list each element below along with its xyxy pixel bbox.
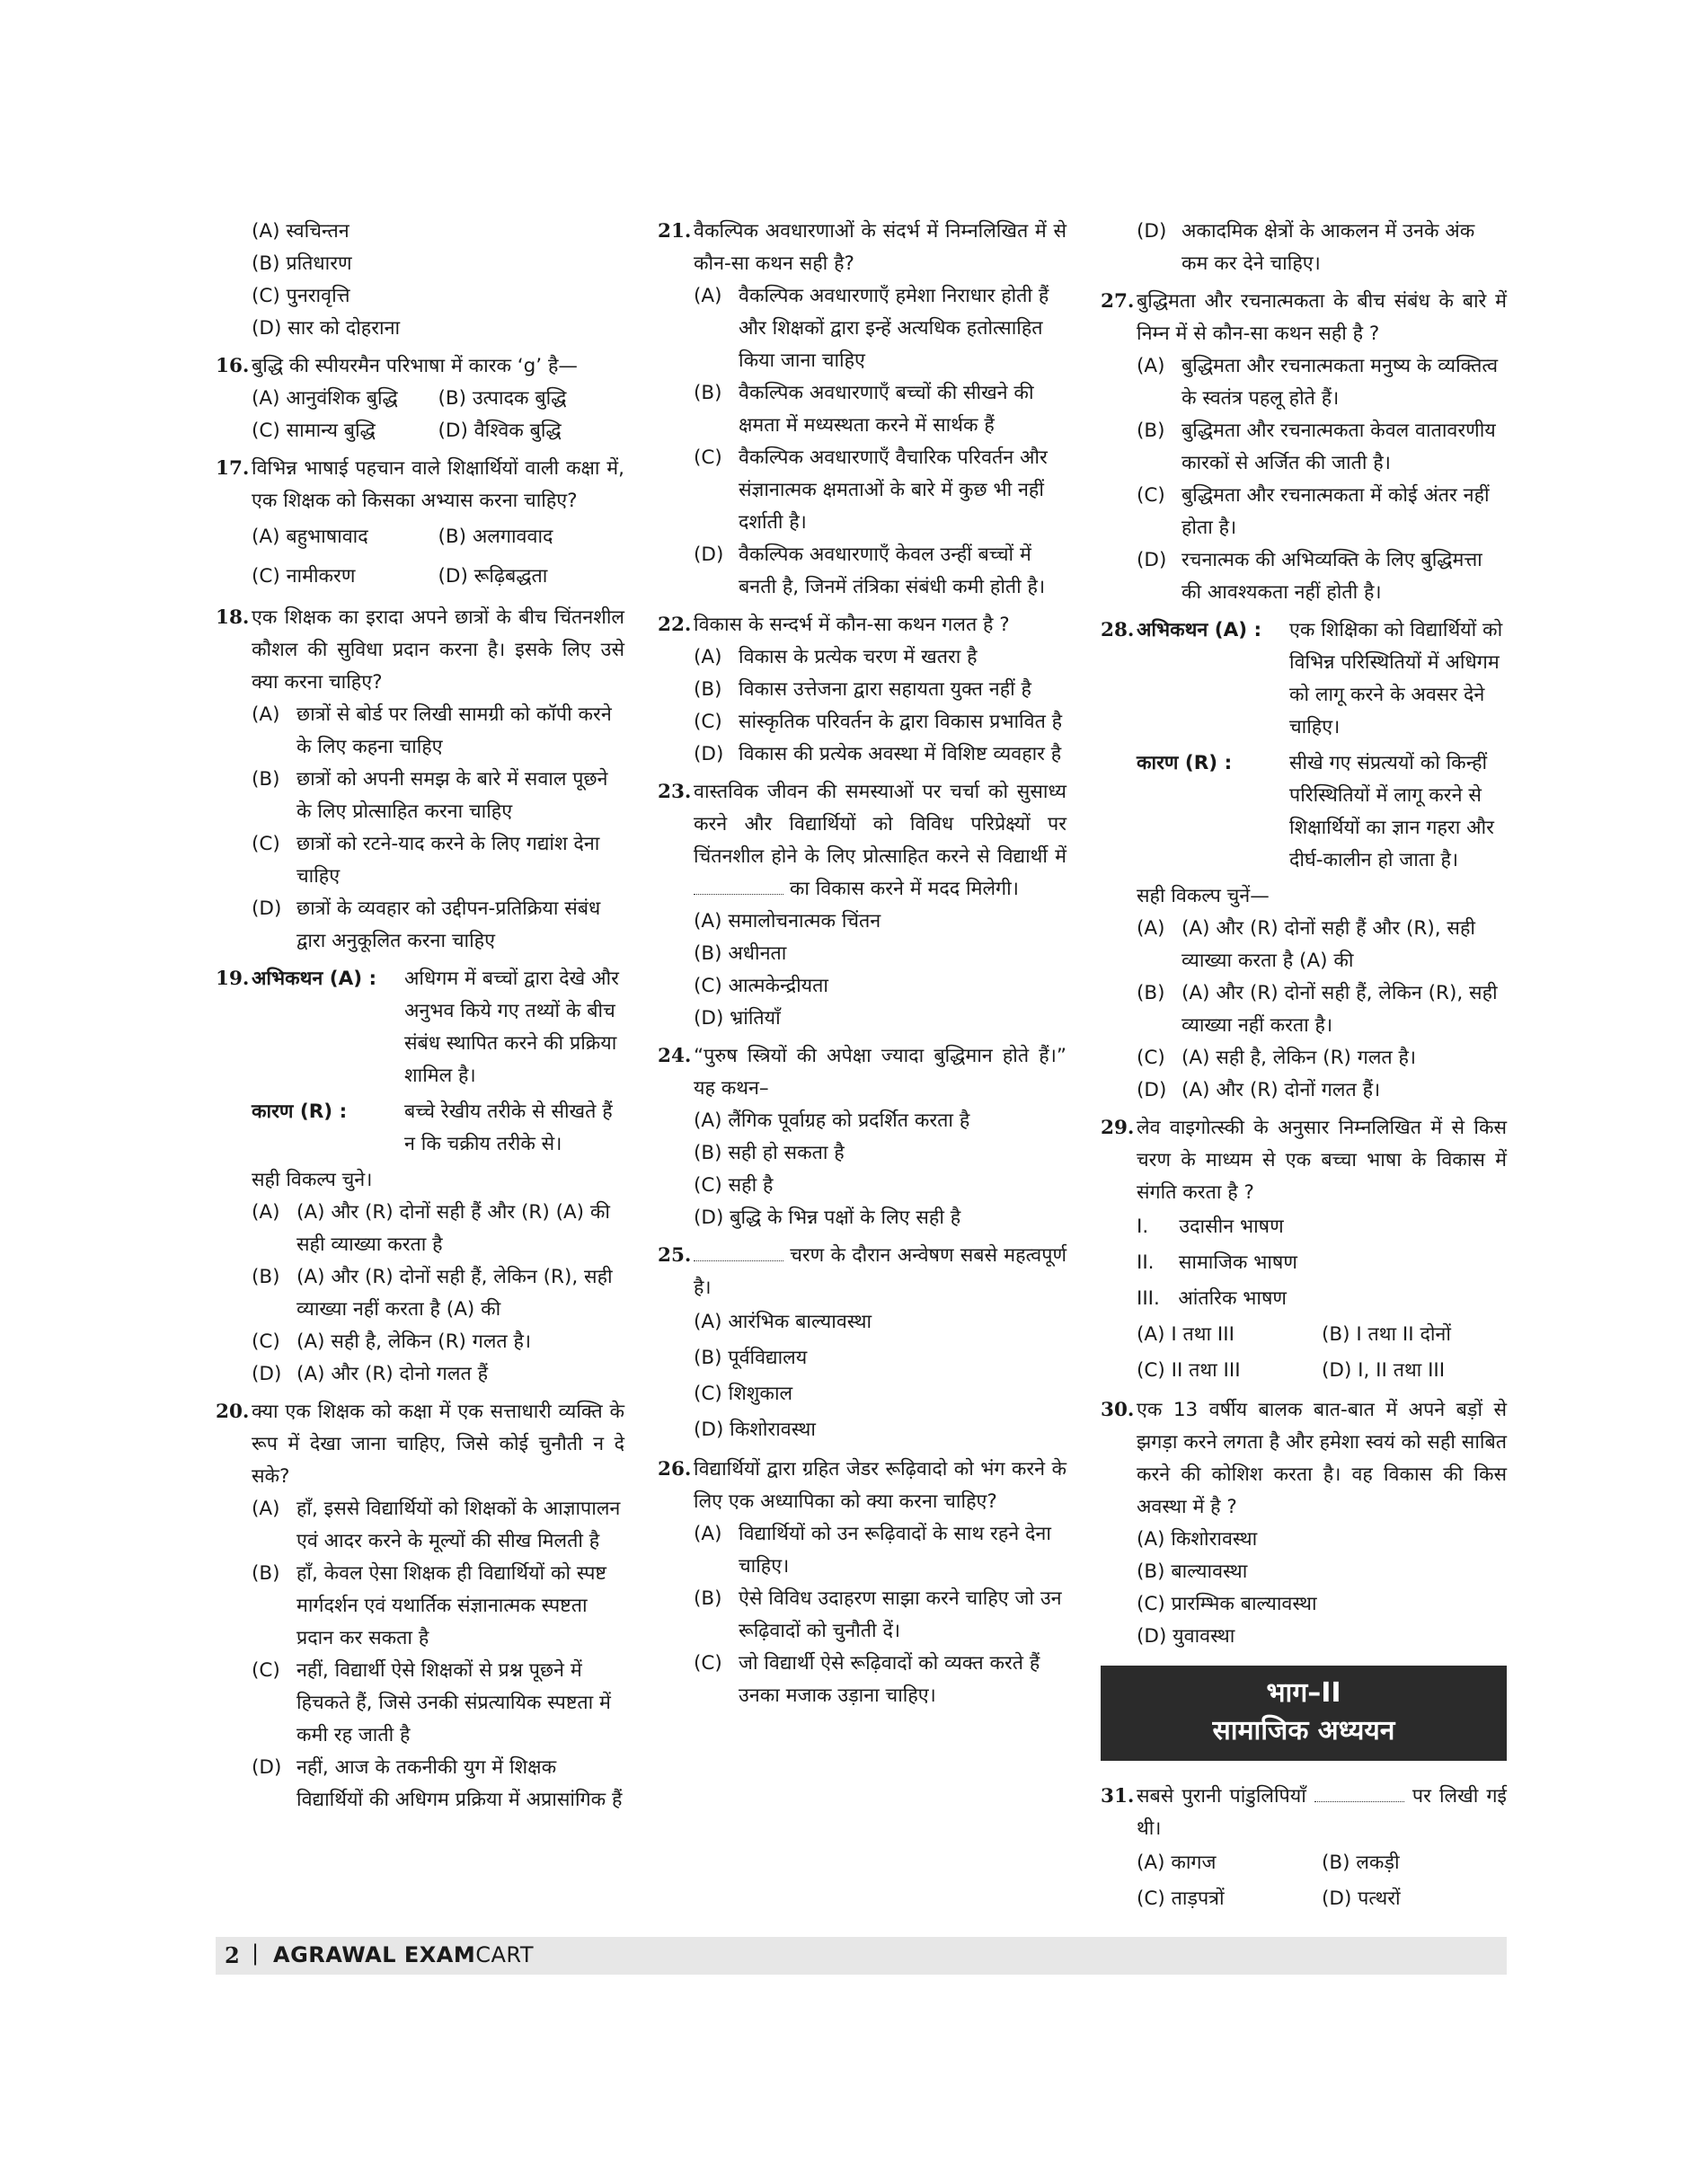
option-d: (D) रूढ़िबद्धता <box>438 565 548 588</box>
option-a <box>252 1493 624 1558</box>
option-d: (D) सार को दोहराना <box>252 317 401 340</box>
question-text: वैकल्पिक अवधारणाओं के संदर्भ में निम्नलिखित में से कौन-सा कथन सही है? <box>694 220 1066 275</box>
option-c: (C) पुनरावृत्ति <box>252 285 350 307</box>
question-number: 20. <box>216 1401 250 1423</box>
question-20 <box>216 1396 624 1817</box>
option-b: (B) लकड़ी <box>1322 1852 1400 1874</box>
q15-options-continued <box>216 216 624 345</box>
question-number: 19. <box>216 968 250 990</box>
option-text: हाँ, इससे विद्यार्थियों को शिक्षकों के आज्ञापालन एवं आदर करने के मूल्यों की सीख मिलती है <box>296 1498 621 1552</box>
column-2 <box>658 216 1066 1712</box>
option-d <box>252 1358 624 1391</box>
question-number: 31. <box>1101 1785 1135 1808</box>
option-b <box>252 1558 624 1655</box>
question-number: 27. <box>1101 290 1135 313</box>
question-number: 18. <box>216 606 250 629</box>
choose-prompt: सही विकल्प चुनें— <box>1137 885 1270 907</box>
question-text: “पुरुष स्त्रियों की अपेक्षा ज्यादा बुद्धिमान होते हैं।” यह कथन– <box>694 1045 1066 1100</box>
option-b <box>1137 977 1507 1042</box>
column-1 <box>216 216 624 1817</box>
blank <box>1314 1785 1404 1802</box>
column-3 <box>1101 216 1507 1917</box>
option-text: विद्यार्थियों को उन रूढ़िवादों के साथ रहने देना चाहिए। <box>739 1523 1051 1578</box>
option-letter: (C) <box>694 446 722 469</box>
page-footer <box>216 1937 1507 1975</box>
option-text: नहीं, विद्यार्थी ऐसे शिक्षकों से प्रश्न पूछने में हिचकते हैं, जिसे उनकी संप्रत्यायिक स्पष्टता में कमी रह जाती है <box>296 1659 611 1746</box>
option-d <box>1137 1074 1507 1107</box>
option-text: (A) और (R) दोनो गलत हैं <box>296 1363 488 1385</box>
option-c: (C) सामान्य बुद्धि <box>252 420 376 442</box>
option-letter: (C) <box>252 833 280 855</box>
option-a <box>694 280 1066 377</box>
option-text: वैकल्पिक अवधारणाएँ वैचारिक परिवर्तन और संज्ञानात्मक क्षमताओं के बारे में कुछ भी नहीं दर्शाती है। <box>739 446 1048 534</box>
question-text: एक शिक्षक का इरादा अपने छात्रों के बीच चिंतनशील कौशल की सुविधा प्रदान करना है। इसके लिए उसे क्या करना चाहिए? <box>252 606 624 694</box>
reason-text: सीखे गए संप्रत्ययों को किन्हीं परिस्थितियों में लागू करने से शिक्षार्थियों का ज्ञान गहरा और दीर्घ-कालीन हो जाता है। <box>1289 752 1494 871</box>
option-b: (B) I तथा II दोनों <box>1322 1323 1451 1346</box>
section-part: भाग–II <box>1266 1677 1341 1709</box>
option-c <box>694 1648 1066 1712</box>
option-d: (D) किशोरावस्था <box>694 1419 816 1441</box>
option-text: विकास के प्रत्येक चरण में खतरा है <box>739 646 978 668</box>
brand-rest: CART <box>475 1942 534 1967</box>
option-letter: (B) <box>694 1587 722 1610</box>
option-c <box>252 1326 624 1358</box>
option-text: बुद्धिमता और रचनात्मकता में कोई अंतर नहीं होता है। <box>1181 484 1490 539</box>
option-letter: (D) <box>1137 1079 1167 1101</box>
option-a: (A) I तथा III <box>1137 1323 1235 1346</box>
question-text <box>694 776 1066 906</box>
option-letter: (D) <box>694 743 724 765</box>
option-text: बुद्धिमता और रचनात्मकता मनुष्य के व्यक्तित्व के स्वतंत्र पहलू होते हैं। <box>1181 355 1499 410</box>
option-a: (A) आरंभिक बाल्यावस्था <box>694 1311 872 1333</box>
option-c <box>1137 1042 1507 1074</box>
option-letter: (A) <box>694 1523 722 1545</box>
assertion <box>252 963 624 1092</box>
assertion-text: अधिगम में बच्चों द्वारा देखे और अनुभव किये गए तथ्यों के बीच संबंध स्थापित करने की प्रक्रिया शामिल है। <box>404 968 619 1087</box>
option-letter: (B) <box>1137 982 1165 1004</box>
blank <box>694 1244 783 1261</box>
question-number: 25. <box>658 1244 692 1267</box>
option-c <box>1137 480 1507 544</box>
option-letter: (D) <box>1137 549 1167 571</box>
blank <box>694 878 783 895</box>
option-text: छात्रों से बोर्ड पर लिखी सामग्री को कॉपी करने के लिए कहना चाहिए <box>296 703 612 758</box>
option-text: जो विद्यार्थी ऐसे रूढ़िवादों को व्यक्त करते हैं उनका मजाक उड़ाना चाहिए। <box>739 1652 1040 1707</box>
option-text: छात्रों को रटने-याद करने के लिए गद्यांश देना चाहिए <box>296 833 600 888</box>
option-text: सांस्कृतिक परिवर्तन के द्वारा विकास प्रभावित है <box>739 711 1063 733</box>
option-text: वैकल्पिक अवधारणाएँ केवल उन्हीं बच्चों में बनती है, जिनमें तंत्रिका संबंधी कमी होती है। <box>739 544 1046 598</box>
question-text-body: चरण के दौरान अन्वेषण सबसे महत्वपूर्ण है। <box>694 1244 1066 1299</box>
question-31 <box>1101 1781 1507 1917</box>
option-letter: (D) <box>252 897 282 920</box>
option-a: (A) कागज <box>1137 1852 1217 1874</box>
option-a <box>1137 350 1507 415</box>
question-21 <box>658 216 1066 604</box>
option-a: (A) बहुभाषावाद <box>252 526 368 548</box>
option-b <box>252 1261 624 1326</box>
question-number: 23. <box>658 781 692 803</box>
option-text: (A) और (R) दोनों सही हैं और (R), सही व्याख्या करता है (A) की <box>1181 917 1475 972</box>
question-number: 17. <box>216 457 250 480</box>
option-c: (C) सही है <box>694 1174 774 1197</box>
option-text: ऐसे विविध उदाहरण साझा करने चाहिए जो उन रूढ़िवादों को चुनौती दें। <box>739 1587 1062 1642</box>
assertion-head: अभिकथन (A) : <box>252 968 377 990</box>
question-28 <box>1101 614 1507 1107</box>
section-title: सामाजिक अध्ययन <box>1212 1715 1395 1746</box>
option-c <box>252 828 624 893</box>
question-number: 16. <box>216 355 250 377</box>
question-text: लेव वाइगोत्स्की के अनुसार निम्नलिखित में से किस चरण के माध्यम से एक बच्चा भाषा के विकास में संगति करता है ? <box>1137 1117 1507 1204</box>
option-letter: (A) <box>694 285 722 307</box>
option-c: (C) नामीकरण <box>252 565 356 588</box>
option-letter: (B) <box>694 382 722 404</box>
question-number: 24. <box>658 1045 692 1067</box>
question-26 <box>658 1454 1066 1712</box>
question-text: विभिन्न भाषाई पहचान वाले शिक्षार्थियों वाली कक्षा में, एक शिक्षक को किसका अभ्यास करना चाहिए? <box>252 457 624 512</box>
option-letter: (A) <box>1137 917 1165 940</box>
question-text: एक 13 वर्षीय बालक बात-बात में अपने बड़ों से झगड़ा करने लगता है और हमेशा स्वयं को सही साबित करने की कोशिश करता है। वह विकास की किस अवस्था में है ? <box>1137 1399 1507 1518</box>
question-18 <box>216 602 624 958</box>
option-text: (A) और (R) दोनों सही हैं, लेकिन (R), सही व्याख्या नहीं करता है। <box>1181 982 1498 1037</box>
question-25 <box>658 1240 1066 1448</box>
option-text: छात्रों को अपनी समझ के बारे में सवाल पूछने के लिए प्रोत्साहित करना चाहिए <box>296 768 608 823</box>
option-letter: (B) <box>252 1266 280 1288</box>
option-d: (D) पत्थरों <box>1322 1887 1401 1910</box>
question-16 <box>216 350 624 447</box>
option-letter: (A) <box>252 1498 280 1520</box>
option-b <box>694 674 1066 706</box>
option-letter: (C) <box>252 1330 280 1353</box>
option-b <box>1137 415 1507 480</box>
question-text: विद्यार्थियों द्वारा ग्रहित जेडर रूढ़िवादो को भंग करने के लिए एक अध्यापिका को क्या करना चाहिए? <box>694 1458 1066 1513</box>
question-number: 21. <box>658 220 692 243</box>
option-text: नहीं, आज के तकनीकी युग में शिक्षक विद्यार्थियों की अधिगम प्रक्रिया में अप्रासांगिक हैं <box>296 1756 623 1811</box>
option-letter: (B) <box>252 1562 280 1585</box>
question-text <box>1137 1781 1507 1845</box>
option-d <box>1137 544 1507 609</box>
option-c <box>694 706 1066 738</box>
option-b: (B) अलगाववाद <box>438 526 553 548</box>
option-c: (C) प्रारम्भिक बाल्यावस्था <box>1137 1593 1317 1615</box>
option-a: (A) किशोरावस्था <box>1137 1528 1258 1551</box>
option-text: (A) सही है, लेकिन (R) गलत है। <box>1181 1047 1417 1069</box>
option-c: (C) आत्मकेन्द्रीयता <box>694 975 828 997</box>
option-d: (D) भ्रांतियाँ <box>694 1007 781 1030</box>
option-text: विकास की प्रत्येक अवस्था में विशिष्ट व्यवहार है <box>739 743 1062 765</box>
reason <box>252 1096 624 1161</box>
option-d <box>252 1752 624 1817</box>
question-29 <box>1101 1112 1507 1389</box>
option-b: (B) प्रतिधारण <box>252 252 352 275</box>
option-letter: (C) <box>1137 1047 1165 1069</box>
question-24 <box>658 1040 1066 1234</box>
option-c <box>694 442 1066 539</box>
assertion-text: एक शिक्षिका को विद्यार्थियों को विभिन्न परिस्थितियों में अधिगम को लागू करने के अवसर देने चाहिए। <box>1289 619 1503 738</box>
option-letter: (C) <box>252 1659 280 1682</box>
question-text: बुद्धि की स्पीयरमैन परिभाषा में कारक ‘g’ है— <box>252 355 578 377</box>
publisher-logo <box>273 1942 534 1967</box>
question-number: 26. <box>658 1458 692 1481</box>
question-27 <box>1101 286 1507 609</box>
option-a: (A) लैंगिक पूर्वाग्रह को प्रदर्शित करता है <box>694 1109 970 1132</box>
option-text: रचनात्मक की अभिव्यक्ति के लिए बुद्धिमत्ता की आवश्यकता नहीं होती है। <box>1181 549 1482 604</box>
option-text: वैकल्पिक अवधारणाएँ हमेशा निराधार होती हैं और शिक्षकों द्वारा इन्हें अत्यधिक हतोत्साहित किया जाना चाहिए <box>739 285 1049 372</box>
option-d: (D) I, II तथा III <box>1322 1359 1446 1382</box>
option-letter: (D) <box>252 1363 282 1385</box>
option-c: (C) शिशुकाल <box>694 1383 793 1405</box>
statement-iii: III. आंतरिक भाषण <box>1137 1287 1287 1310</box>
option-text: (A) और (R) दोनों गलत हैं। <box>1181 1079 1381 1101</box>
option-d <box>1137 216 1507 280</box>
footer-separator: | <box>252 1940 260 1966</box>
option-d <box>694 539 1066 604</box>
option-text: (A) और (R) दोनों सही हैं, लेकिन (R), सही व्याख्या नहीं करता है (A) की <box>296 1266 613 1321</box>
question-text-start: सबसे पुरानी पांडुलिपियाँ <box>1137 1785 1306 1808</box>
option-a <box>252 699 624 764</box>
option-letter: (B) <box>694 678 722 701</box>
statement-ii: II. सामाजिक भाषण <box>1137 1251 1297 1274</box>
option-b <box>694 377 1066 442</box>
question-number: 28. <box>1101 619 1135 641</box>
option-b: (B) अधीनता <box>694 942 787 965</box>
option-letter: (A) <box>252 1201 280 1224</box>
option-text: अकादमिक क्षेत्रों के आकलन में उनके अंक कम कर देने चाहिए। <box>1181 220 1475 275</box>
option-d: (D) युवावस्था <box>1137 1625 1235 1648</box>
brand-bold: AGRAWAL EXAM <box>273 1942 476 1967</box>
question-text: बुद्धिमता और रचनात्मकता के बीच संबंध के बारे में निम्न में से कौन-सा कथन सही है ? <box>1137 290 1507 345</box>
option-a: (A) आनुवंशिक बुद्धि <box>252 387 398 410</box>
option-letter: (A) <box>252 703 280 726</box>
question-17 <box>216 453 624 597</box>
reason <box>1137 747 1507 877</box>
option-d <box>694 738 1066 771</box>
option-b: (B) पूर्वविद्यालय <box>694 1347 808 1369</box>
option-c: (C) ताड़पत्रों <box>1137 1887 1225 1910</box>
option-d <box>252 893 624 958</box>
option-d: (D) बुद्धि के भिन्न पक्षों के लिए सही है <box>694 1207 961 1229</box>
reason-text: बच्चे रेखीय तरीके से सीखते हैं न कि चक्रीय तरीके से। <box>404 1101 613 1155</box>
option-b: (B) सही हो सकता है <box>694 1142 845 1164</box>
question-number: 29. <box>1101 1117 1135 1139</box>
option-text: बुद्धिमता और रचनात्मकता केवल वातावरणीय कारकों से अर्जित की जाती है। <box>1181 420 1496 474</box>
question-text-start: वास्तविक जीवन की समस्याओं पर चर्चा को सुसाध्य करने और विद्यार्थियों को विविध परिप्रेक्ष्यों पर चिंतनशील होने के लिए प्रोत्साहित करने से विद्यार्थी में <box>694 781 1066 868</box>
statement-i: I. उदासीन भाषण <box>1137 1216 1284 1238</box>
option-letter: (C) <box>1137 484 1165 507</box>
page-number: 2 <box>225 1942 240 1968</box>
q26-options-continued <box>1101 216 1507 280</box>
question-number: 30. <box>1101 1399 1135 1421</box>
option-a <box>694 1518 1066 1583</box>
option-b <box>252 764 624 828</box>
question-22 <box>658 609 1066 771</box>
option-a <box>1137 913 1507 977</box>
option-a <box>252 1197 624 1261</box>
option-letter: (D) <box>694 544 724 566</box>
option-text: (A) सही है, लेकिन (R) गलत है। <box>296 1330 532 1353</box>
option-letter: (D) <box>1137 220 1167 243</box>
option-text: वैकल्पिक अवधारणाएँ बच्चों की सीखने की क्षमता में मध्यस्थता करने में सार्थक हैं <box>739 382 1034 437</box>
choose-prompt: सही विकल्प चुने। <box>252 1169 373 1191</box>
assertion-head: अभिकथन (A) : <box>1137 619 1262 641</box>
question-text-end: पर लिखी गई थी। <box>1137 1785 1507 1840</box>
option-letter: (C) <box>694 1652 722 1675</box>
question-number: 22. <box>658 614 692 636</box>
option-b: (B) बाल्यावस्था <box>1137 1560 1248 1583</box>
option-text: विकास उत्तेजना द्वारा सहायता युक्त नहीं है <box>739 678 1031 701</box>
option-b: (B) उत्पादक बुद्धि <box>438 387 567 410</box>
option-letter: (B) <box>252 768 280 791</box>
option-c: (C) II तथा III <box>1137 1359 1241 1382</box>
question-text <box>694 1240 1066 1304</box>
option-letter: (A) <box>1137 355 1165 377</box>
option-text: छात्रों के व्यवहार को उद्दीपन-प्रतिक्रिया संबंध द्वारा अनुकूलित करना चाहिए <box>296 897 601 952</box>
option-d: (D) वैश्विक बुद्धि <box>438 420 562 442</box>
reason-head: कारण (R) : <box>1137 752 1233 774</box>
option-letter: (C) <box>694 711 722 733</box>
option-text: हाँ, केवल ऐसा शिक्षक ही विद्यार्थियों को स्पष्ट मार्गदर्शन एवं यथार्तिक संज्ञानात्मक स्पष्टता प्रदान कर सकता है <box>296 1562 606 1649</box>
question-text-end: का विकास करने में मदद मिलेगी। <box>789 878 1019 900</box>
option-a: (A) स्वचिन्तन <box>252 220 350 243</box>
section-header <box>1101 1666 1507 1761</box>
question-19 <box>216 963 624 1391</box>
option-c <box>252 1655 624 1752</box>
question-30 <box>1101 1394 1507 1653</box>
question-text: विकास के सन्दर्भ में कौन-सा कथन गलत है ? <box>694 614 1010 636</box>
question-text: क्या एक शिक्षक को कक्षा में एक सत्ताधारी व्यक्ति के रूप में देखा जाना चाहिए, जिसे कोई चुनौती न दे सके? <box>252 1401 624 1488</box>
option-text: (A) और (R) दोनों सही हैं और (R) (A) की सही व्याख्या करता है <box>296 1201 610 1256</box>
option-a: (A) समालोचनात्मक चिंतन <box>694 910 881 933</box>
option-b <box>694 1583 1066 1648</box>
reason-head: कारण (R) : <box>252 1101 348 1123</box>
option-a <box>694 641 1066 674</box>
option-letter: (D) <box>252 1756 282 1779</box>
option-letter: (A) <box>694 646 722 668</box>
question-23 <box>658 776 1066 1035</box>
option-letter: (B) <box>1137 420 1165 442</box>
assertion <box>1137 614 1507 744</box>
